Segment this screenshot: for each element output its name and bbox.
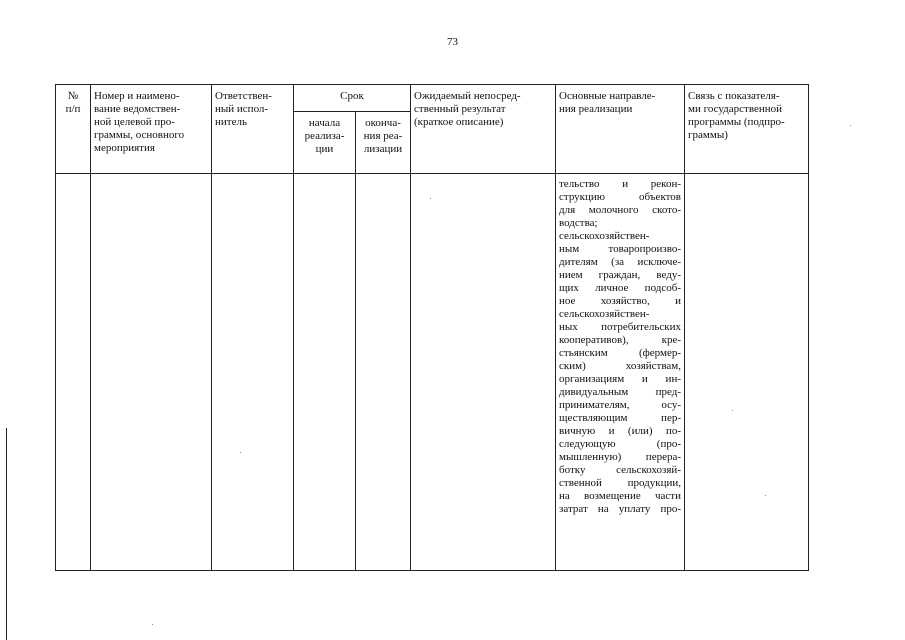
header-link-line: граммы) xyxy=(688,129,728,141)
header-term-end-line: ния реа- xyxy=(363,130,403,142)
directions-line: ществляющим пер- xyxy=(559,412,681,424)
header-term-start xyxy=(294,112,356,174)
directions-line: тельство и рекон- xyxy=(559,178,681,190)
directions-line: на возмещение части xyxy=(559,490,681,502)
header-responsible-line: ный испол- xyxy=(215,103,269,115)
header-term-end-line: оконча- xyxy=(365,117,401,129)
directions-text xyxy=(559,178,681,516)
header-responsible xyxy=(212,85,294,174)
cell-link xyxy=(685,174,809,571)
header-term-end xyxy=(356,112,411,174)
directions-line: водства; xyxy=(559,217,598,229)
directions-line: мышленную) перера- xyxy=(559,451,681,463)
directions-line: ных потребительских xyxy=(559,321,681,333)
header-link-line: программы (подпро- xyxy=(688,116,785,128)
cell-result xyxy=(411,174,556,571)
header-directions-line: ния реализации xyxy=(559,103,633,115)
header-name-line: вание ведомствен- xyxy=(94,103,181,115)
header-term-start-line: реализа- xyxy=(304,130,345,142)
directions-line: ботку сельскохозяй- xyxy=(559,464,681,476)
directions-line: затрат на уплату про- xyxy=(559,503,681,515)
cell-responsible xyxy=(212,174,294,571)
header-term-start-line: начала xyxy=(308,117,341,129)
cell-term-end xyxy=(356,174,411,571)
header-link-line: Связь с показателя- xyxy=(688,90,780,102)
header-directions xyxy=(556,85,685,174)
header-responsible-line: нитель xyxy=(215,116,247,128)
header-num-line: п/п xyxy=(65,103,81,115)
header-result-line: (краткое описание) xyxy=(414,116,504,128)
header-name-line: Номер и наимено- xyxy=(94,90,180,102)
scan-edge-line xyxy=(6,428,7,640)
directions-line: вичную и (или) по- xyxy=(559,425,681,437)
header-term-end-line: лизации xyxy=(363,143,403,155)
scan-speck xyxy=(152,624,153,625)
directions-line: дителям (за исключе- xyxy=(559,256,681,268)
scan-speck xyxy=(850,125,851,126)
header-result xyxy=(411,85,556,174)
directions-line: струкцию объектов xyxy=(559,191,681,203)
header-num-line: № xyxy=(67,90,79,102)
header-name-line: граммы, основного xyxy=(94,129,185,141)
scan-speck xyxy=(430,198,431,199)
header-directions-line: Основные направле- xyxy=(559,90,656,102)
header-result-line: Ожидаемый непосред- xyxy=(414,90,521,102)
directions-line: кооперативов), кре- xyxy=(559,334,681,346)
scan-speck xyxy=(765,495,766,496)
directions-line: ное хозяйство, и xyxy=(559,295,681,307)
cell-num xyxy=(56,174,91,571)
cell-name xyxy=(91,174,212,571)
header-name-line: ной целевой про- xyxy=(94,116,175,128)
program-activities-table xyxy=(55,84,809,571)
directions-line: принимателям, осу- xyxy=(559,399,681,411)
header-link xyxy=(685,85,809,174)
directions-line: ственной продукции, xyxy=(559,477,681,489)
directions-line: щих личное подсоб- xyxy=(559,282,681,294)
header-link-line: ми государственной xyxy=(688,103,782,115)
directions-line: сельскохозяйствен- xyxy=(559,308,650,320)
header-num xyxy=(56,85,91,174)
header-term-start-line: ции xyxy=(315,143,334,155)
directions-line: ным товаропроизво- xyxy=(559,243,681,255)
header-name xyxy=(91,85,212,174)
header-responsible-line: Ответствен- xyxy=(215,90,272,102)
header-result-line: ственный результат xyxy=(414,103,506,115)
directions-line: дивидуальным пред- xyxy=(559,386,681,398)
directions-line: стьянским (фермер- xyxy=(559,347,681,359)
directions-line: организациям и ин- xyxy=(559,373,681,385)
directions-line: сельскохозяйствен- xyxy=(559,230,650,242)
cell-term-start xyxy=(294,174,356,571)
scan-speck xyxy=(732,410,733,411)
directions-line: ским) хозяйствам, xyxy=(559,360,681,372)
header-name-line: мероприятия xyxy=(94,142,155,154)
scan-speck xyxy=(240,452,241,453)
page-number: 73 xyxy=(447,36,458,48)
header-term: Срок xyxy=(294,85,411,112)
directions-line: нием граждан, веду- xyxy=(559,269,681,281)
directions-line: следующую (про- xyxy=(559,438,681,450)
directions-line: для молочного ското- xyxy=(559,204,681,216)
cell-directions xyxy=(556,174,685,571)
table-row xyxy=(56,174,809,571)
